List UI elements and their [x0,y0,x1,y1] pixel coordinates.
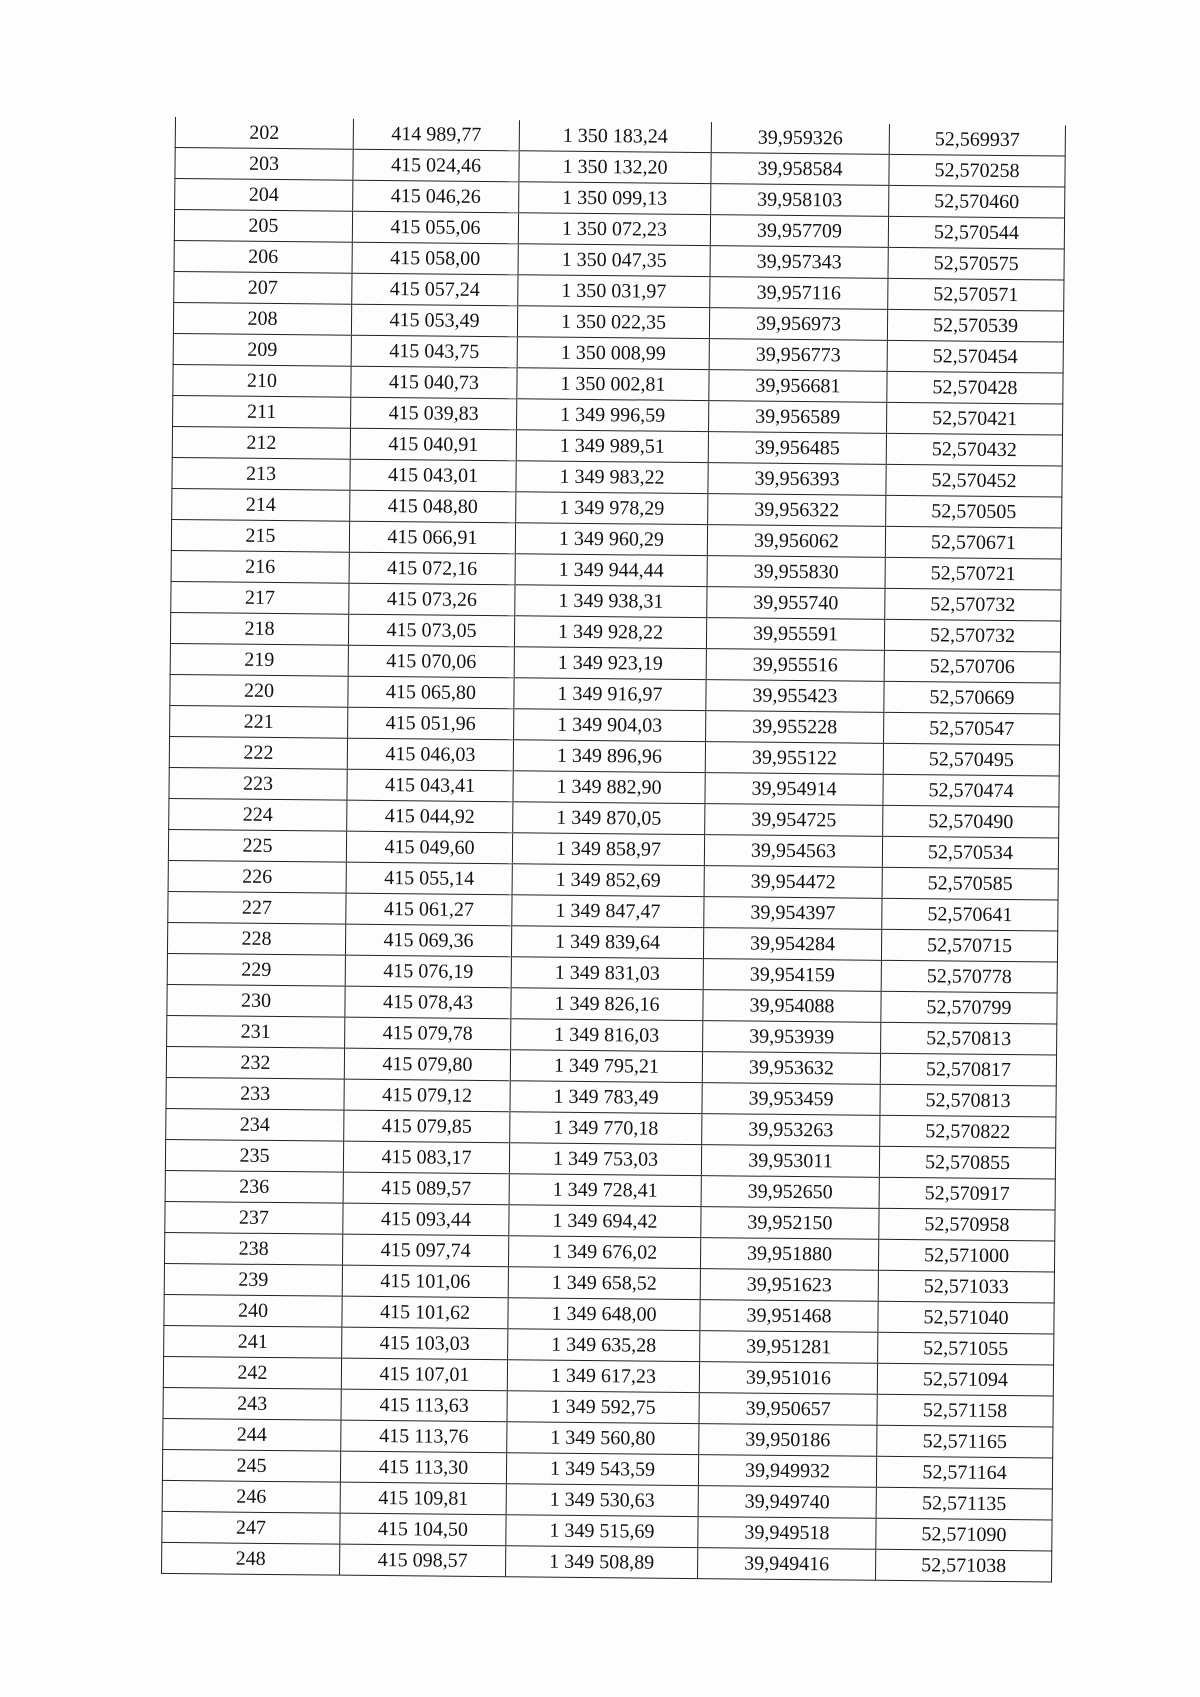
y-coordinate-cell: 1 349 831,03 [511,957,703,990]
y-coordinate-cell: 1 349 923,19 [514,647,706,680]
x-coordinate-cell: 415 044,92 [347,800,513,833]
latitude-cell: 39,955591 [706,618,884,651]
point-number-cell: 243 [163,1387,341,1420]
longitude-cell: 52,570641 [882,898,1058,931]
x-coordinate-cell: 415 109,81 [340,1482,506,1515]
x-coordinate-cell: 415 083,17 [343,1141,509,1174]
y-coordinate-cell: 1 349 515,69 [506,1515,698,1548]
longitude-cell: 52,570575 [888,247,1064,280]
latitude-cell: 39,949740 [698,1486,876,1519]
longitude-cell: 52,570454 [887,340,1063,373]
x-coordinate-cell: 415 040,91 [350,428,516,461]
y-coordinate-cell: 1 349 989,51 [516,430,708,463]
longitude-cell: 52,570855 [879,1146,1055,1179]
x-coordinate-cell: 415 072,16 [349,552,515,585]
point-number-cell: 229 [167,953,345,986]
latitude-cell: 39,955122 [705,742,883,775]
latitude-cell: 39,954284 [703,928,881,961]
latitude-cell: 39,956393 [708,463,886,496]
y-coordinate-cell: 1 349 770,18 [510,1112,702,1145]
latitude-cell: 39,953263 [702,1114,880,1147]
point-number-cell: 210 [173,364,351,397]
x-coordinate-cell: 415 051,96 [348,707,514,740]
x-coordinate-cell: 415 107,01 [341,1358,507,1391]
x-coordinate-cell: 415 057,24 [352,273,518,306]
x-coordinate-cell: 415 048,80 [350,490,516,523]
x-coordinate-cell: 415 046,26 [353,180,519,213]
point-number-cell: 241 [164,1325,342,1358]
point-number-cell: 208 [173,302,351,335]
point-number-cell: 226 [168,860,346,893]
point-number-cell: 233 [166,1077,344,1110]
longitude-cell: 52,570822 [880,1115,1056,1148]
point-number-cell: 238 [164,1232,342,1265]
longitude-cell: 52,571038 [875,1549,1051,1582]
latitude-cell: 39,951468 [700,1300,878,1333]
y-coordinate-cell: 1 349 530,63 [506,1484,698,1517]
x-coordinate-cell: 415 043,41 [347,769,513,802]
point-number-cell: 222 [169,736,347,769]
longitude-cell: 52,570432 [886,433,1062,466]
x-coordinate-cell: 415 097,74 [342,1234,508,1267]
longitude-cell: 52,570799 [881,991,1057,1024]
latitude-cell: 39,951016 [699,1362,877,1395]
y-coordinate-cell: 1 349 658,52 [508,1267,700,1300]
longitude-cell: 52,570778 [881,960,1057,993]
point-number-cell: 235 [165,1139,343,1172]
latitude-cell: 39,952150 [701,1207,879,1240]
point-number-cell: 242 [163,1356,341,1389]
longitude-cell: 52,570732 [885,588,1061,621]
latitude-cell: 39,949518 [698,1517,876,1550]
latitude-cell: 39,956589 [709,401,887,434]
point-number-cell: 219 [170,643,348,676]
latitude-cell: 39,956062 [707,525,885,558]
longitude-cell: 52,570917 [879,1177,1055,1210]
latitude-cell: 39,954397 [704,897,882,930]
y-coordinate-cell: 1 349 816,03 [511,1019,703,1052]
longitude-cell: 52,570474 [883,774,1059,807]
x-coordinate-cell: 415 113,30 [340,1451,506,1484]
y-coordinate-cell: 1 349 978,29 [516,492,708,525]
latitude-cell: 39,958584 [711,153,889,186]
latitude-cell: 39,956973 [709,308,887,341]
latitude-cell: 39,955516 [706,649,884,682]
y-coordinate-cell: 1 349 648,00 [508,1298,700,1331]
point-number-cell: 202 [175,117,353,149]
x-coordinate-cell: 415 024,46 [353,149,519,182]
latitude-cell: 39,956322 [708,494,886,527]
x-coordinate-cell: 415 079,85 [344,1110,510,1143]
y-coordinate-cell: 1 349 928,22 [514,616,706,649]
longitude-cell: 52,571033 [878,1270,1054,1303]
longitude-cell: 52,571135 [876,1487,1052,1520]
coordinates-table [161,117,1066,1582]
latitude-cell: 39,954914 [705,773,883,806]
y-coordinate-cell: 1 350 132,20 [519,151,711,184]
x-coordinate-cell: 415 073,26 [349,583,515,616]
point-number-cell: 234 [166,1108,344,1141]
latitude-cell: 39,955830 [707,556,885,589]
coordinates-table-container [161,117,1065,1582]
x-coordinate-cell: 415 079,78 [345,1017,511,1050]
longitude-cell: 52,569937 [889,124,1065,156]
latitude-cell: 39,950657 [699,1393,877,1426]
latitude-cell: 39,955228 [706,711,884,744]
x-coordinate-cell: 415 073,05 [348,614,514,647]
longitude-cell: 52,570706 [884,650,1060,683]
latitude-cell: 39,954159 [703,959,881,992]
y-coordinate-cell: 1 349 938,31 [515,585,707,618]
latitude-cell: 39,954472 [704,866,882,899]
latitude-cell: 39,949932 [698,1455,876,1488]
x-coordinate-cell: 415 061,27 [346,893,512,926]
longitude-cell: 52,570817 [880,1053,1056,1086]
point-number-cell: 216 [171,550,349,583]
y-coordinate-cell: 1 350 047,35 [518,244,710,277]
y-coordinate-cell: 1 349 960,29 [515,523,707,556]
point-number-cell: 237 [165,1201,343,1234]
y-coordinate-cell: 1 349 904,03 [514,709,706,742]
x-coordinate-cell: 415 043,75 [351,335,517,368]
point-number-cell: 225 [168,829,346,862]
y-coordinate-cell: 1 349 508,89 [506,1546,698,1579]
latitude-cell: 39,955423 [706,680,884,713]
latitude-cell: 39,954088 [703,990,881,1023]
x-coordinate-cell: 415 113,63 [341,1389,507,1422]
y-coordinate-cell: 1 350 099,13 [519,182,711,215]
latitude-cell: 39,954725 [705,804,883,837]
point-number-cell: 248 [162,1542,340,1575]
x-coordinate-cell: 415 089,57 [343,1172,509,1205]
point-number-cell: 240 [164,1294,342,1327]
y-coordinate-cell: 1 349 795,21 [510,1050,702,1083]
latitude-cell: 39,949416 [697,1548,875,1581]
longitude-cell: 52,570495 [883,743,1059,776]
x-coordinate-cell: 415 053,49 [351,304,517,337]
latitude-cell: 39,951623 [700,1269,878,1302]
x-coordinate-cell: 415 076,19 [345,955,511,988]
latitude-cell: 39,956773 [709,339,887,372]
point-number-cell: 231 [167,1015,345,1048]
longitude-cell: 52,571040 [878,1301,1054,1334]
point-number-cell: 223 [169,767,347,800]
y-coordinate-cell: 1 349 852,69 [512,864,704,897]
point-number-cell: 228 [167,922,345,955]
point-number-cell: 236 [165,1170,343,1203]
latitude-cell: 39,953939 [703,1021,881,1054]
point-number-cell: 244 [163,1418,341,1451]
y-coordinate-cell: 1 349 847,47 [512,895,704,928]
longitude-cell: 52,571094 [877,1363,1053,1396]
point-number-cell: 211 [173,395,351,428]
longitude-cell: 52,570585 [882,867,1058,900]
latitude-cell: 39,957116 [710,277,888,310]
point-number-cell: 213 [172,457,350,490]
x-coordinate-cell: 415 046,03 [347,738,513,771]
point-number-cell: 220 [170,674,348,707]
y-coordinate-cell: 1 349 635,28 [508,1329,700,1362]
point-number-cell: 207 [174,271,352,304]
y-coordinate-cell: 1 349 996,59 [517,399,709,432]
y-coordinate-cell: 1 349 694,42 [509,1205,701,1238]
point-number-cell: 215 [171,519,349,552]
longitude-cell: 52,571158 [877,1394,1053,1427]
longitude-cell: 52,570505 [886,495,1062,528]
longitude-cell: 52,570571 [888,278,1064,311]
x-coordinate-cell: 415 101,62 [342,1296,508,1329]
longitude-cell: 52,570813 [881,1022,1057,1055]
x-coordinate-cell: 415 055,14 [346,862,512,895]
point-number-cell: 203 [175,148,353,181]
x-coordinate-cell: 415 049,60 [346,831,512,864]
point-number-cell: 214 [172,488,350,521]
x-coordinate-cell: 415 101,06 [342,1265,508,1298]
x-coordinate-cell: 415 098,57 [340,1544,506,1577]
longitude-cell: 52,570669 [884,681,1060,714]
latitude-cell: 39,959326 [711,122,889,154]
y-coordinate-cell: 1 349 543,59 [506,1453,698,1486]
longitude-cell: 52,571165 [877,1425,1053,1458]
longitude-cell: 52,570428 [887,371,1063,404]
longitude-cell: 52,571000 [878,1239,1054,1272]
longitude-cell: 52,570534 [882,836,1058,869]
point-number-cell: 212 [172,426,350,459]
longitude-cell: 52,570547 [884,712,1060,745]
y-coordinate-cell: 1 349 560,80 [507,1422,699,1455]
latitude-cell: 39,950186 [699,1424,877,1457]
point-number-cell: 239 [164,1263,342,1296]
x-coordinate-cell: 414 989,77 [353,119,519,151]
longitude-cell: 52,570452 [886,464,1062,497]
x-coordinate-cell: 415 039,83 [351,397,517,430]
x-coordinate-cell: 415 066,91 [349,521,515,554]
x-coordinate-cell: 415 078,43 [345,986,511,1019]
longitude-cell: 52,570958 [879,1208,1055,1241]
y-coordinate-cell: 1 349 617,23 [507,1360,699,1393]
y-coordinate-cell: 1 349 839,64 [511,926,703,959]
point-number-cell: 246 [162,1480,340,1513]
latitude-cell: 39,955740 [707,587,885,620]
longitude-cell: 52,570721 [885,557,1061,590]
y-coordinate-cell: 1 349 753,03 [509,1143,701,1176]
point-number-cell: 247 [162,1511,340,1544]
point-number-cell: 230 [167,984,345,1017]
latitude-cell: 39,956681 [709,370,887,403]
coordinates-table-body [162,117,1066,1582]
longitude-cell: 52,570671 [885,526,1061,559]
latitude-cell: 39,956485 [708,432,886,465]
longitude-cell: 52,570813 [880,1084,1056,1117]
latitude-cell: 39,958103 [711,184,889,217]
x-coordinate-cell: 415 065,80 [348,676,514,709]
latitude-cell: 39,957343 [710,246,888,279]
y-coordinate-cell: 1 350 008,99 [517,337,709,370]
longitude-cell: 52,570544 [888,216,1064,249]
x-coordinate-cell: 415 058,00 [352,242,518,275]
point-number-cell: 206 [174,240,352,273]
point-number-cell: 232 [166,1046,344,1079]
y-coordinate-cell: 1 349 728,41 [509,1174,701,1207]
latitude-cell: 39,952650 [701,1176,879,1209]
latitude-cell: 39,953632 [702,1052,880,1085]
point-number-cell: 218 [170,612,348,645]
latitude-cell: 39,951880 [700,1238,878,1271]
x-coordinate-cell: 415 103,03 [342,1327,508,1360]
longitude-cell: 52,570539 [887,309,1063,342]
latitude-cell: 39,954563 [704,835,882,868]
longitude-cell: 52,570258 [889,154,1065,187]
x-coordinate-cell: 415 113,76 [341,1420,507,1453]
latitude-cell: 39,953459 [702,1083,880,1116]
y-coordinate-cell: 1 349 916,97 [514,678,706,711]
longitude-cell: 52,570460 [889,185,1065,218]
x-coordinate-cell: 415 070,06 [348,645,514,678]
point-number-cell: 209 [173,333,351,366]
point-number-cell: 205 [174,210,352,243]
y-coordinate-cell: 1 349 896,96 [513,740,705,773]
y-coordinate-cell: 1 350 022,35 [517,306,709,339]
y-coordinate-cell: 1 349 882,90 [513,771,705,804]
y-coordinate-cell: 1 349 783,49 [510,1081,702,1114]
latitude-cell: 39,953011 [701,1145,879,1178]
x-coordinate-cell: 415 093,44 [343,1203,509,1236]
x-coordinate-cell: 415 104,50 [340,1513,506,1546]
latitude-cell: 39,951281 [700,1331,878,1364]
y-coordinate-cell: 1 349 858,97 [512,833,704,866]
point-number-cell: 227 [168,891,346,924]
y-coordinate-cell: 1 349 676,02 [508,1236,700,1269]
x-coordinate-cell: 415 040,73 [351,366,517,399]
y-coordinate-cell: 1 349 826,16 [511,988,703,1021]
y-coordinate-cell: 1 349 870,05 [513,802,705,835]
y-coordinate-cell: 1 349 592,75 [507,1391,699,1424]
y-coordinate-cell: 1 349 944,44 [515,554,707,587]
x-coordinate-cell: 415 079,12 [344,1079,510,1112]
y-coordinate-cell: 1 350 072,23 [518,213,710,246]
longitude-cell: 52,570421 [886,402,1062,435]
x-coordinate-cell: 415 079,80 [344,1048,510,1081]
longitude-cell: 52,570490 [883,805,1059,838]
point-number-cell: 245 [162,1449,340,1482]
point-number-cell: 204 [175,179,353,212]
y-coordinate-cell: 1 350 183,24 [519,120,711,152]
longitude-cell: 52,570715 [881,929,1057,962]
latitude-cell: 39,957709 [710,215,888,248]
longitude-cell: 52,571090 [876,1518,1052,1551]
point-number-cell: 221 [170,705,348,738]
x-coordinate-cell: 415 069,36 [345,924,511,957]
x-coordinate-cell: 415 043,01 [350,459,516,492]
x-coordinate-cell: 415 055,06 [352,211,518,244]
y-coordinate-cell: 1 350 002,81 [517,368,709,401]
point-number-cell: 224 [169,798,347,831]
longitude-cell: 52,570732 [884,619,1060,652]
y-coordinate-cell: 1 349 983,22 [516,461,708,494]
y-coordinate-cell: 1 350 031,97 [518,275,710,308]
longitude-cell: 52,571055 [878,1332,1054,1365]
point-number-cell: 217 [171,581,349,614]
longitude-cell: 52,571164 [876,1456,1052,1489]
